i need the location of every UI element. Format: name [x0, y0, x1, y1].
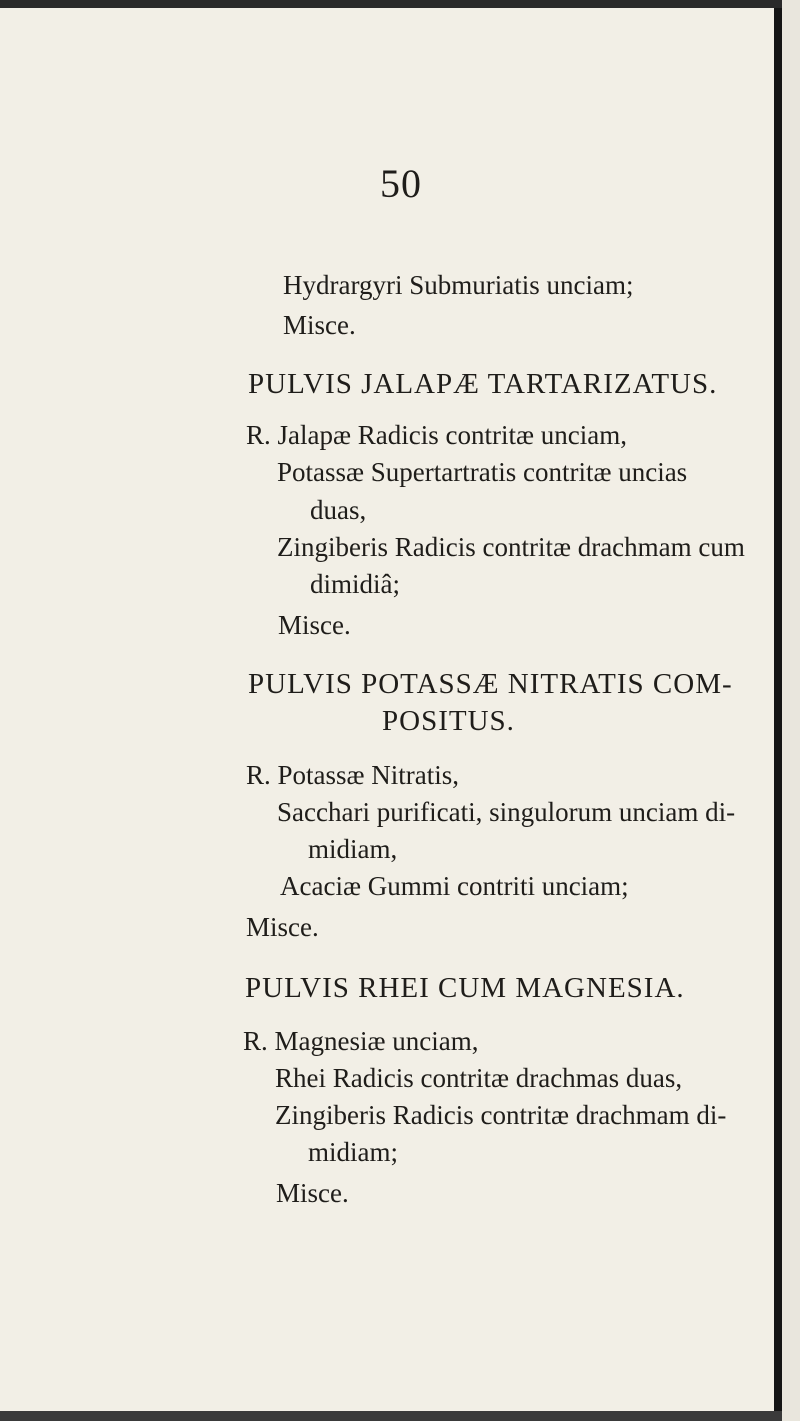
- text-line: Potassæ Supertartratis contritæ uncias: [277, 457, 688, 487]
- text-line: Zingiberis Radicis contritæ drachmam di-: [275, 1100, 727, 1130]
- text-line: Misce.: [246, 912, 319, 942]
- text-line: duas,: [310, 495, 367, 525]
- text-line: R. Magnesiæ unciam,: [243, 1026, 479, 1056]
- bottom-edge-shadow: [0, 1411, 782, 1421]
- section-heading: PULVIS RHEI CUM MAGNESIA.: [245, 972, 685, 1004]
- text-line: Zingiberis Radicis contritæ drachmam cum: [277, 532, 745, 562]
- text-line: midiam;: [308, 1137, 398, 1167]
- top-edge-shadow: [0, 0, 782, 8]
- text-line: Misce.: [278, 610, 351, 640]
- text-line: R. Potassæ Nitratis,: [246, 760, 460, 790]
- text-line: Acaciæ Gummi contriti unciam;: [280, 871, 629, 901]
- section-heading: PULVIS JALAPÆ TARTARIZATUS.: [248, 368, 718, 400]
- text-line: Sacchari purificati, singulorum unciam di-: [277, 797, 736, 827]
- text-line: Rhei Radicis contritæ drachmas duas,: [275, 1063, 683, 1093]
- section-heading: PULVIS POTASSÆ NITRATIS COM-: [248, 668, 733, 700]
- text-line: Hydrargyri Submuriatis unciam;: [283, 270, 634, 300]
- text-line: R. Jalapæ Radicis contritæ unciam,: [246, 420, 627, 450]
- text-line: Misce.: [283, 310, 356, 340]
- section-heading: POSITUS.: [382, 705, 515, 737]
- page-number: 50: [380, 161, 422, 206]
- text-line: dimidiâ;: [310, 569, 400, 599]
- text-line: Misce.: [276, 1178, 349, 1208]
- text-line: midiam,: [308, 834, 398, 864]
